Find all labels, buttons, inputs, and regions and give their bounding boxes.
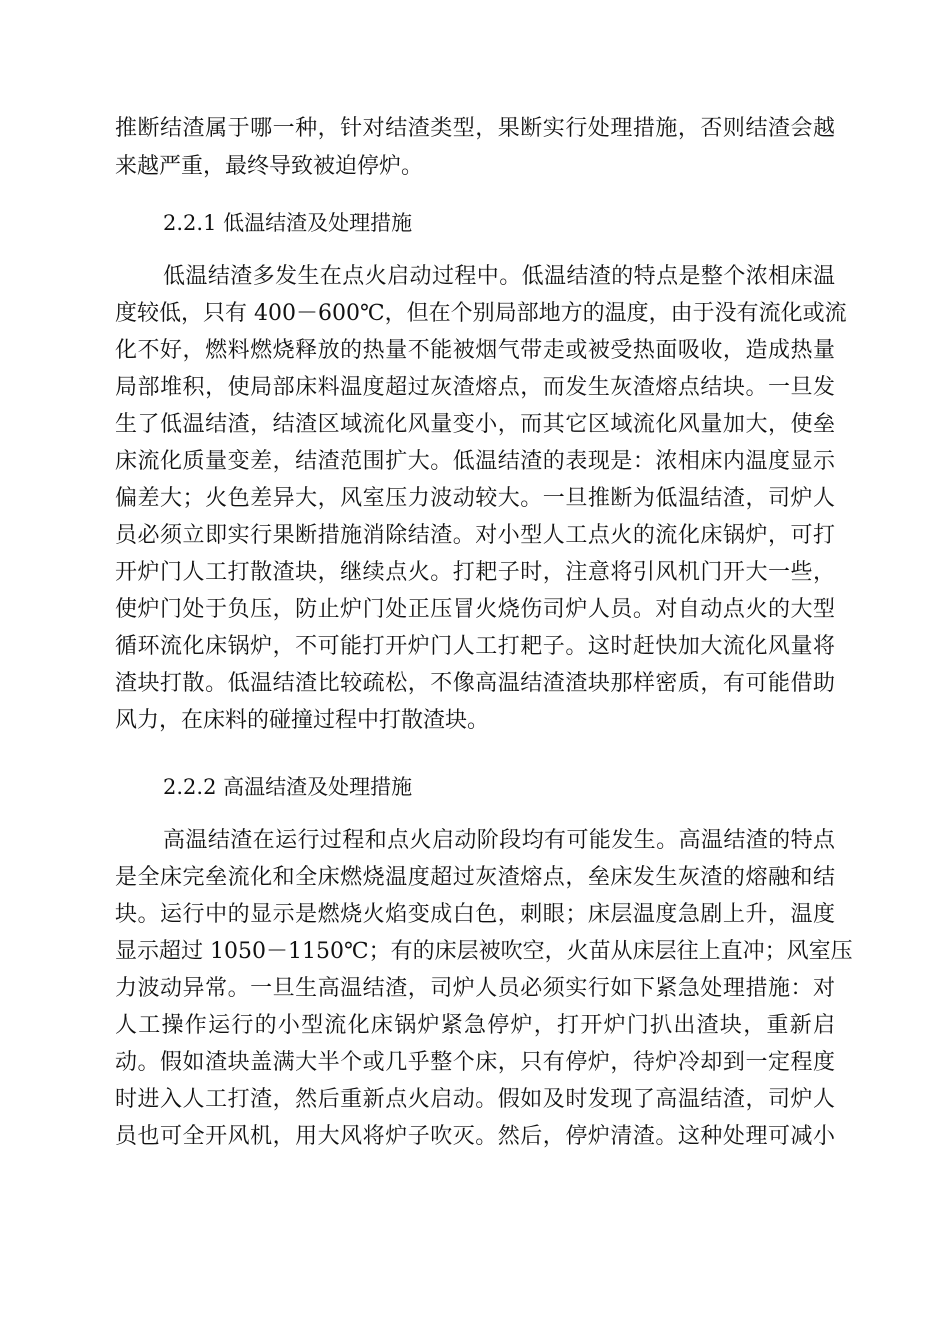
paragraph-line: 床流化质量变差，结渣范围扩大。低温结渣的表现是：浓相床内温度显示 xyxy=(115,449,835,474)
paragraph-line: 显示超过 1050－1150℃；有的床层被吹空，火苗从床层往上直冲；风室压 xyxy=(115,939,853,964)
paragraph-line: 使炉门处于负压，防止炉门处正压冒火烧伤司炉人员。对自动点火的大型 xyxy=(115,597,835,622)
paragraph-line: 动。假如渣块盖满大半个或几乎整个床，只有停炉，待炉冷却到一定程度 xyxy=(115,1050,835,1075)
paragraph-line: 开炉门人工打散渣块，继续点火。打耙子时，注意将引风机门开大一些， xyxy=(115,560,835,585)
paragraph-line: 生了低温结渣，结渣区域流化风量变小，而其它区域流化风量加大，使垒 xyxy=(115,412,835,437)
paragraph-line: 是全床完垒流化和全床燃烧温度超过灰渣熔点，垒床发生灰渣的熔融和结 xyxy=(115,865,835,890)
paragraph-line: 员必须立即实行果断措施消除结渣。对小型人工点火的流化床锅炉，可打 xyxy=(115,523,835,548)
section-heading: 2.2.1 低温结渣及处理措施 xyxy=(163,211,413,235)
paragraph-line: 渣块打散。低温结渣比较疏松，不像高温结渣渣块那样密质，有可能借助 xyxy=(115,671,835,696)
paragraph-line: 高温结渣在运行过程和点火启动阶段均有可能发生。高温结渣的特点 xyxy=(163,828,835,853)
paragraph-line: 循环流化床锅炉，不可能打开炉门人工打耙子。这时赶快加大流化风量将 xyxy=(115,634,835,659)
paragraph-line: 人工操作运行的小型流化床锅炉紧急停炉，打开炉门扒出渣块，重新启 xyxy=(115,1013,835,1038)
paragraph-line: 力波动异常。一旦生高温结渣，司炉人员必须实行如下紧急处理措施：对 xyxy=(115,976,835,1001)
section-heading: 2.2.2 高温结渣及处理措施 xyxy=(163,775,413,799)
paragraph-line: 推断结渣属于哪一种，针对结渣类型，果断实行处理措施，否则结渣会越 xyxy=(115,116,835,141)
paragraph-line: 度较低，只有 400－600℃，但在个别局部地方的温度，由于没有流化或流 xyxy=(115,301,847,326)
paragraph-line: 低温结渣多发生在点火启动过程中。低温结渣的特点是整个浓相床温 xyxy=(163,264,835,289)
paragraph-line: 偏差大；火色差异大，风室压力波动较大。一旦推断为低温结渣，司炉人 xyxy=(115,486,835,511)
paragraph-line: 员也可全开风机，用大风将炉子吹灭。然后，停炉清渣。这种处理可减小 xyxy=(115,1124,835,1149)
paragraph-line: 块。运行中的显示是燃烧火焰变成白色，刺眼；床层温度急剧上升，温度 xyxy=(115,902,835,927)
paragraph-line: 时进入人工打渣，然后重新点火启动。假如及时发现了高温结渣，司炉人 xyxy=(115,1087,835,1112)
paragraph-line: 化不好，燃料燃烧释放的热量不能被烟气带走或被受热面吸收，造成热量 xyxy=(115,338,835,363)
paragraph-line: 局部堆积，使局部床料温度超过灰渣熔点，而发生灰渣熔点结块。一旦发 xyxy=(115,375,835,400)
paragraph-line: 风力，在床料的碰撞过程中打散渣块。 xyxy=(115,708,490,733)
paragraph-line: 来越严重，最终导致被迫停炉。 xyxy=(115,154,424,179)
